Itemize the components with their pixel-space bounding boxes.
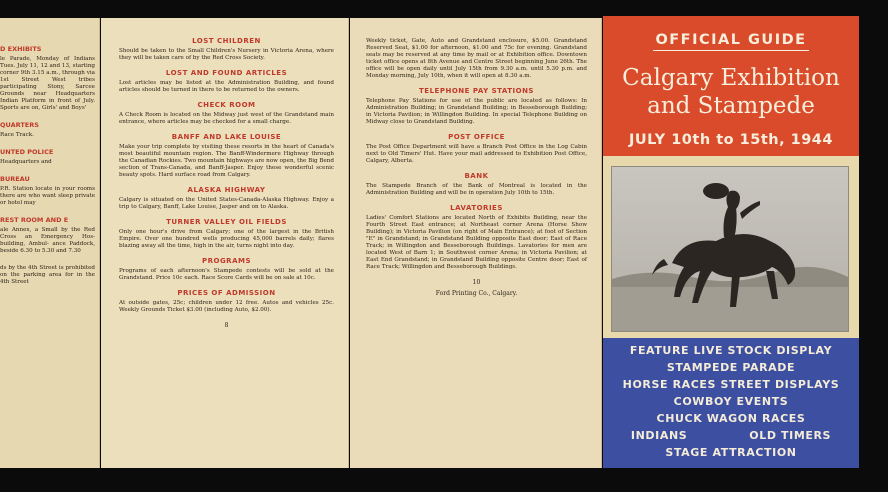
section-body: Lost articles may be listed at the Administration Building, and found articles should be turned in there to be returned to the owners.: [119, 80, 334, 93]
section-body: Ladies' Comfort Stations are located North of Exhibits Building, near the Fourth Street East entrance; at Northeast corner Arena (Horse Show Building); in Victoria Pavilion (on right of Main Entrance); at foot of Section "E" in Grandstand; in Grandstand Building opposite East door; East of Race Track; in Willingdon and Besseborough Buildings. Lavatories for men are located West of Barn 1; in Southwest corner Arena; in Victoria Pavilion; at East End Grandstand; in Grandstand Building opposite Centre door; East of Race Track; Willingdon and Besseborough Buildings.: [366, 215, 587, 270]
section-heading: PRICES OF ADMISSION: [177, 289, 276, 297]
section-heading: BUREAU: [0, 175, 30, 183]
section-body: At outside gates, 25c; children under 12 free. Autos and vehicles 25c. Weekly Grounds Ticket $3.00 (including Auto, $2.00).: [119, 300, 334, 313]
section-heading: CHECK ROOM: [197, 101, 256, 109]
brochure-panel-middle-right: [350, 18, 602, 468]
feature-item: COWBOY EVENTS: [673, 395, 789, 408]
section-heading: QUARTERS: [0, 121, 39, 129]
event-title-line-1: Calgary Exhibition: [622, 65, 840, 91]
brochure-panel-left: [0, 18, 100, 468]
section-body: Race Track.: [0, 132, 34, 138]
background-edge: [859, 14, 888, 474]
cover-red-banner: [603, 16, 859, 156]
feature-item: STAMPEDE PARADE: [666, 361, 796, 374]
section-heading: LAVATORIES: [450, 204, 503, 212]
section-body: ds by the 4th Street is prohibited on the parking area for in the 4th Street: [0, 265, 95, 285]
feature-item: INDIANS OLD TIMERS: [630, 429, 832, 442]
feature-item: HORSE RACES STREET DISPLAYS: [622, 378, 840, 391]
section-body: le Parade, Monday of Indians Tues. July 11, 12 and 13, starting corner 9th 3.15 a.m., through via 1st Street West tribes participating Stony, Sarcee Grounds near Headquarters Indian Platform in front of July. Sports are on, Girls' and Boys': [0, 56, 95, 111]
page-number: 8: [224, 322, 229, 329]
section-body: Headquarters and: [0, 159, 52, 165]
panel-left-sections: [0, 46, 95, 286]
page-number: 10: [472, 279, 481, 286]
panel-middle-left-sections: [119, 38, 334, 314]
official-guide-title: OFFICIAL GUIDE: [653, 32, 809, 51]
section-heading: PROGRAMS: [201, 257, 252, 265]
section-heading: BANK: [464, 172, 489, 180]
event-dates: JULY 10th to 15th, 1944: [629, 132, 833, 148]
section-body: Telephone Pay Stations for use of the public are located as follows: In Administration Building; in Grandstand Building; in Besseborough Building; in Victoria Pavilion; in Willingdon Building. In special Telephone Building on Midway close to Grandstand Building.: [366, 98, 587, 125]
event-title: [603, 64, 859, 120]
section-heading: LOST AND FOUND ARTICLES: [165, 69, 288, 77]
section-heading: REST ROOM AND E: [0, 216, 69, 224]
feature-item: FEATURE LIVE STOCK DISPLAY: [629, 344, 833, 357]
section-heading: LOST CHILDREN: [192, 37, 261, 45]
bronc-rider-image: [612, 167, 848, 331]
section-body: Make your trip complete by visiting these resorts in the heart of Canada's most beautiful mountain region. The Banff-Windermere Highway through the Canadian Rockies. Two mountain highways are now open, the Big Bend section of Trans-Canada, and Banff-Jasper. Enjoy these wonderful scenic beauty spots. Hard surface road from Calgary.: [119, 144, 334, 178]
section-body: The Post Office Department will have a Branch Post Office in the Log Cabin next to Old Timers' Hut. Have your mail addressed to Exhibition Post Office, Calgary, Alberta.: [366, 144, 587, 164]
cover-blue-banner: [603, 338, 859, 468]
brochure-panel-middle-left: [101, 18, 349, 468]
section-body: Only one hour's drive from Calgary; one of the largest in the British Empire. Over one hundred wells producing 45,000 barrels daily; flares blazing away all the time, high in the air, turns night into day.: [119, 229, 334, 249]
feature-item: CHUCK WAGON RACES: [656, 412, 806, 425]
section-heading: ALASKA HIGHWAY: [187, 186, 266, 194]
event-title-line-2: and Stampede: [647, 93, 815, 119]
section-body: ale Annex, a Small by the Red Cross an Emergency Hos- building, Ambul- ance Paddock, beside 6.30 to 5.30 and 7.30: [0, 227, 95, 254]
section-heading: TURNER VALLEY OIL FIELDS: [166, 218, 287, 226]
panel-middle-right-sections: [366, 88, 587, 271]
section-body: Programs of each afternoon's Stampede contests will be sold at the Grandstand. Price 10c each. Race Score Cards will be on sale at 10c.: [119, 268, 334, 281]
section-heading: POST OFFICE: [448, 133, 505, 141]
brochure-cover: [603, 16, 859, 468]
section-body: Calgary is situated on the United States-Canada-Alaska Highway. Enjoy a trip to Calgary, Banff, Lake Louise, Jasper and on to Alaska.: [119, 197, 334, 210]
feature-item: STAGE ATTRACTION: [665, 446, 797, 459]
section-heading: D EXHIBITS: [0, 45, 42, 53]
section-body: Should be taken to the Small Children's Nursery in Victoria Arena, where they will be taken care of by the Red Cross Society.: [119, 48, 334, 61]
section-heading: UNTED POLICE: [0, 148, 54, 156]
admission-continued-text: Weekly ticket, Gate, Auto and Grandstand enclosure, $5.00. Grandstand Reserved Seat, $1.00 for afternoon, $1.00 and 75c for evening. Grandstand seats may be reserved at any time by mail or at Exhibition office. Downtown ticket office opens at 8th Avenue and Centre Street beginning June 26th. The office will be open daily until July 15th from 9.30 a.m. until 5.30 p.m. and Monday morning, July 10th, when it will open at 8.30 a.m.: [366, 38, 587, 79]
section-body: A Check Room is located on the Midway just west of the Grandstand main entrance, where articles may be checked for a small charge.: [119, 112, 334, 125]
section-heading: BANFF AND LAKE LOUISE: [171, 133, 282, 141]
section-heading: TELEPHONE PAY STATIONS: [419, 87, 534, 95]
section-body: The Stampede Branch of the Bank of Montreal is located in the Administration Building and will be in operation July 10th to 15th.: [366, 183, 587, 196]
printer-credit: Ford Printing Co., Calgary.: [435, 290, 518, 297]
section-body: P.R. Station locate in your rooms there are who want sleep private or hotel may: [0, 186, 95, 206]
bronc-rider-photo: [611, 166, 849, 332]
